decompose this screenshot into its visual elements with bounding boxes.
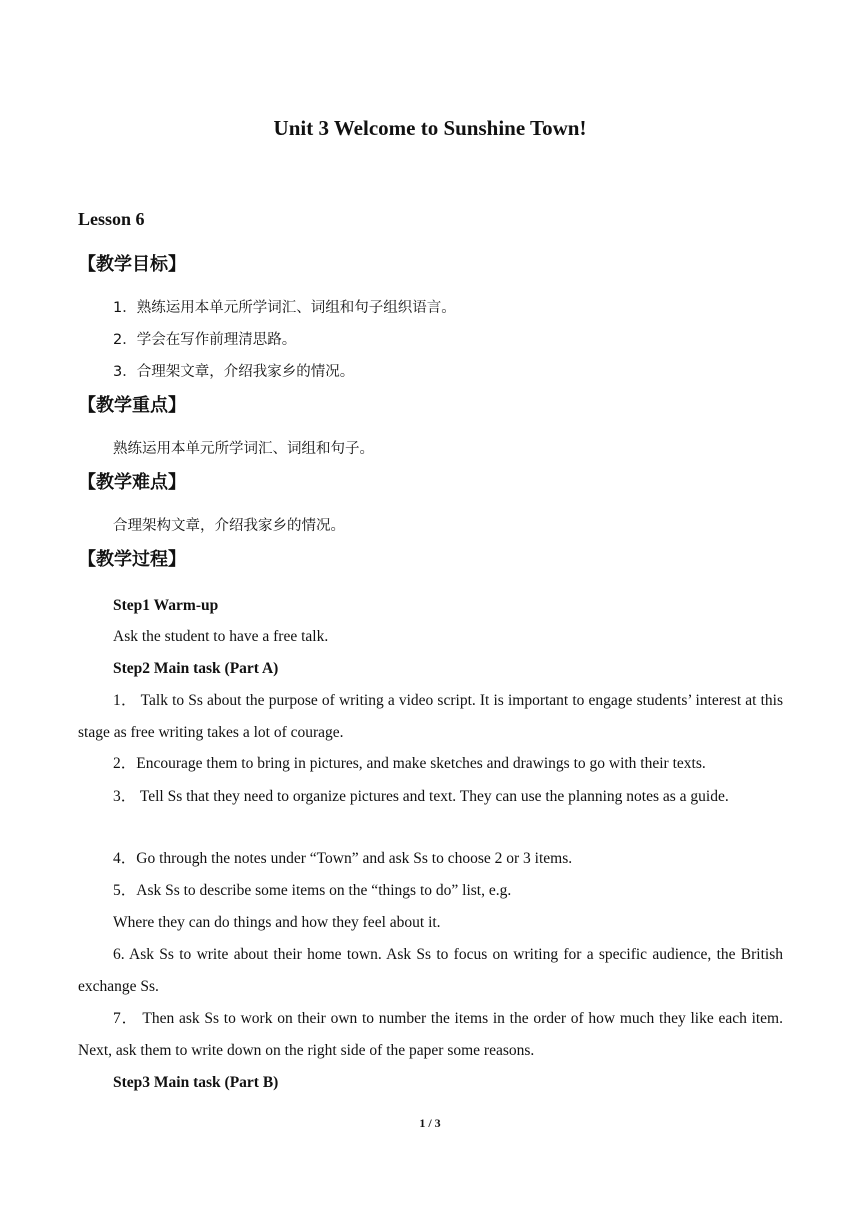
lesson-label: Lesson 6 <box>78 209 145 229</box>
key-points-heading: 【教学重点】 <box>78 395 186 416</box>
difficulties-text: 合理架构文章，介绍我家乡的情况。 <box>113 518 345 534</box>
step1-title: Step1 Warm-up <box>113 597 219 614</box>
document-title: Unit 3 Welcome to Sunshine Town! <box>273 116 587 140</box>
step1-text: Ask the student to have a free talk. <box>113 628 329 645</box>
page-number: 1 / 3 <box>419 1116 441 1130</box>
step2-item-1: 1． Talk to Ss about the purpose of writing a video script. It is important to engage students’ interest at this stage as free writing takes a lot of courage. <box>78 692 783 741</box>
objectives-heading: 【教学目标】 <box>78 254 186 275</box>
step2-item-5: 5．Ask Ss to describe some items on the “things to do” list, e.g. <box>113 882 512 899</box>
step2-item-6: 6. Ask Ss to write about their home town. Ask Ss to focus on writing for a specific audience, the British exchange Ss. <box>78 946 783 995</box>
process-heading: 【教学过程】 <box>78 549 186 570</box>
step2-item-5-continued: Where they can do things and how they feel about it. <box>113 914 441 931</box>
objective-item-2: 2．学会在写作前理清思路。 <box>113 332 297 348</box>
step3-title: Step3 Main task (Part B) <box>113 1074 279 1091</box>
step2-item-4: 4．Go through the notes under “Town” and ask Ss to choose 2 or 3 items. <box>113 850 573 867</box>
objective-item-1: 1．熟练运用本单元所学词汇、词组和句子组织语言。 <box>113 300 456 316</box>
step2-title: Step2 Main task (Part A) <box>113 660 279 677</box>
difficulties-heading: 【教学难点】 <box>78 472 186 493</box>
step2-item-2: 2．Encourage them to bring in pictures, and make sketches and drawings to go with their texts. <box>113 755 706 772</box>
key-points-text: 熟练运用本单元所学词汇、词组和句子。 <box>113 441 374 457</box>
step2-item-3: 3． Tell Ss that they need to organize pictures and text. They can use the planning notes as a guide. <box>113 788 729 805</box>
objective-item-3: 3．合理架文章，介绍我家乡的情况。 <box>113 364 355 380</box>
step2-item-7: 7． Then ask Ss to work on their own to number the items in the order of how much they like each item. Next, ask them to write down on the right side of the paper some reasons. <box>78 1010 783 1059</box>
